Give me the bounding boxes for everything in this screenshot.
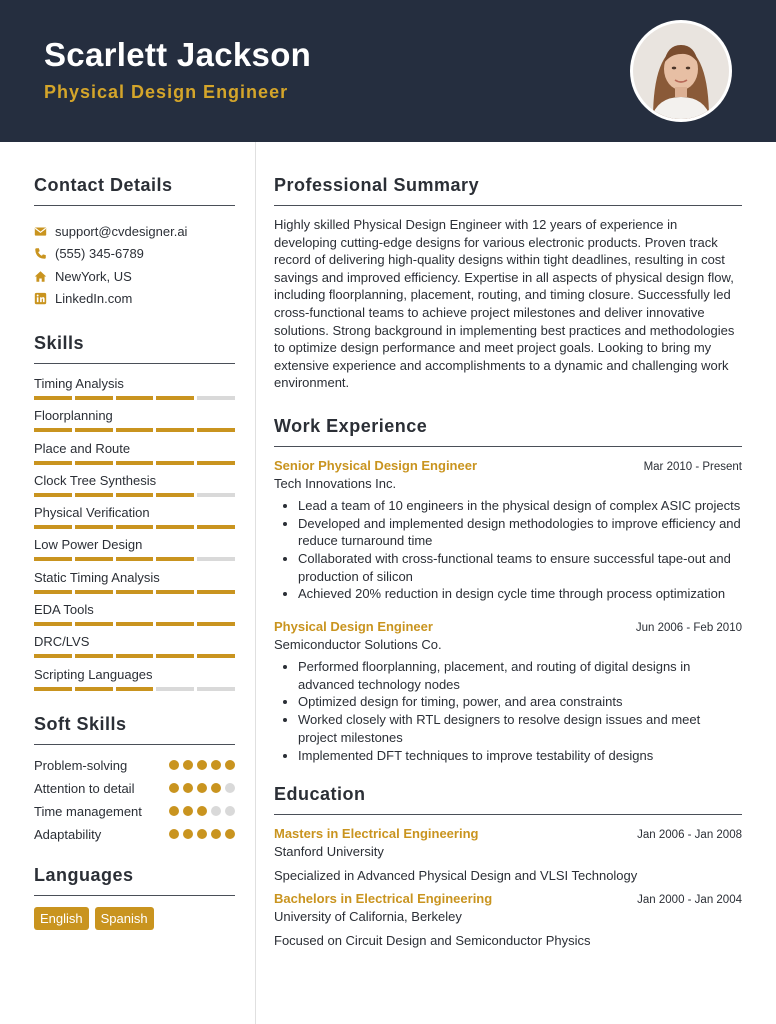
summary-text: Highly skilled Physical Design Engineer with 12 years of experience in developing cutting-edge designs for various electronic products. Proven track record of delivering high-quality designs within tight deadlines, resulting in cost savings and improved efficiency. Expertise in all aspects of physical design flow, including floorplanning, placement, routing, and timing closure. Successfully led cross-functional teams to achieve project milestones and deliver innovative solutions. Strong background in implementing best practices and methodologies to optimize design performance and meet project goals. Looking to bring my extensive experience and accomplishments to a dynamic and challenging work environment. bbox=[274, 217, 735, 391]
skill-level-segment bbox=[116, 396, 154, 400]
education-degree: Bachelors in Electrical Engineering bbox=[274, 891, 493, 907]
soft-skill-name: Problem-solving bbox=[34, 757, 128, 773]
soft-skill-item bbox=[34, 803, 235, 820]
skill-level-bar bbox=[34, 590, 235, 594]
skill-item bbox=[34, 667, 235, 699]
language-badge: English bbox=[34, 907, 89, 930]
skill-level-segment bbox=[156, 622, 194, 626]
rating-dot bbox=[169, 760, 179, 770]
work-heading: Work Experience bbox=[274, 416, 742, 447]
column-divider bbox=[255, 142, 256, 1024]
education-school: Stanford University bbox=[274, 844, 384, 860]
summary-heading: Professional Summary bbox=[274, 175, 742, 206]
skill-item bbox=[34, 505, 235, 537]
job-bullets bbox=[274, 497, 742, 603]
job-bullet: • Optimized design for timing, power, and area constraints bbox=[298, 693, 742, 711]
skill-level-segment bbox=[197, 396, 235, 400]
skill-level-segment bbox=[156, 396, 194, 400]
main-content bbox=[274, 175, 742, 948]
skill-level-segment bbox=[197, 525, 235, 529]
education-heading: Education bbox=[274, 784, 742, 815]
skill-item bbox=[34, 537, 235, 569]
job-bullet: • Achieved 20% reduction in design cycle time through process optimization bbox=[298, 585, 742, 603]
languages-list bbox=[34, 907, 235, 930]
skill-level-segment bbox=[197, 428, 235, 432]
skills-list bbox=[34, 376, 235, 699]
language-badge: Spanish bbox=[95, 907, 154, 930]
skill-name: Place and Route bbox=[34, 440, 131, 456]
skill-item bbox=[34, 570, 235, 602]
contact-section bbox=[34, 175, 235, 310]
languages-heading: Languages bbox=[34, 865, 235, 896]
job-bullet: • Performed floorplanning, placement, and routing of digital designs in advanced technology nodes bbox=[298, 658, 742, 693]
education-section bbox=[274, 784, 742, 948]
rating-dot bbox=[183, 806, 193, 816]
skill-level-bar bbox=[34, 687, 235, 691]
job-entry bbox=[274, 619, 742, 764]
skill-level-bar bbox=[34, 557, 235, 561]
contact-text: support@cvdesigner.ai bbox=[55, 223, 188, 239]
skill-level-segment bbox=[34, 396, 72, 400]
contact-text: NewYork, US bbox=[55, 268, 132, 284]
skill-level-segment bbox=[156, 557, 194, 561]
skill-name: Physical Verification bbox=[34, 505, 150, 521]
skill-item bbox=[34, 634, 235, 666]
skill-level-segment bbox=[156, 461, 194, 465]
skill-level-segment bbox=[116, 428, 154, 432]
skill-level-segment bbox=[156, 687, 194, 691]
summary-section bbox=[274, 175, 742, 392]
skill-level-segment bbox=[156, 493, 194, 497]
skills-heading: Skills bbox=[34, 333, 235, 364]
job-header bbox=[274, 458, 742, 473]
skill-level-segment bbox=[75, 557, 113, 561]
skill-level-segment bbox=[34, 428, 72, 432]
contact-item bbox=[34, 265, 235, 288]
skill-level-bar bbox=[34, 525, 235, 529]
rating-dot bbox=[211, 806, 221, 816]
contact-item bbox=[34, 243, 235, 266]
job-company: Semiconductor Solutions Co. bbox=[274, 637, 442, 653]
skill-item bbox=[34, 473, 235, 505]
soft-skills-section bbox=[34, 714, 235, 843]
profile-photo bbox=[630, 20, 732, 122]
skill-name: Clock Tree Synthesis bbox=[34, 472, 157, 488]
education-school: University of California, Berkeley bbox=[274, 909, 462, 925]
education-header bbox=[274, 826, 742, 841]
soft-skill-rating bbox=[169, 829, 235, 839]
job-title: Physical Design Engineer bbox=[274, 619, 433, 635]
skill-level-segment bbox=[34, 525, 72, 529]
soft-skill-item bbox=[34, 826, 235, 843]
job-date: Jun 2006 - Feb 2010 bbox=[635, 622, 742, 635]
candidate-role: Physical Design Engineer bbox=[44, 82, 289, 102]
skill-level-segment bbox=[75, 590, 113, 594]
skill-level-segment bbox=[34, 590, 72, 594]
skill-level-segment bbox=[156, 525, 194, 529]
rating-dot bbox=[183, 783, 193, 793]
skill-level-segment bbox=[34, 654, 72, 658]
soft-skill-item bbox=[34, 757, 235, 774]
skill-name: Scripting Languages bbox=[34, 666, 153, 682]
soft-skill-name: Adaptability bbox=[34, 826, 102, 842]
envelope-icon bbox=[34, 225, 47, 238]
skill-level-segment bbox=[75, 687, 113, 691]
education-header bbox=[274, 891, 742, 906]
soft-skill-rating bbox=[169, 760, 235, 770]
skill-level-segment bbox=[116, 557, 154, 561]
rating-dot bbox=[183, 760, 193, 770]
skill-level-segment bbox=[116, 461, 154, 465]
profile-photo-image bbox=[633, 23, 729, 119]
skill-level-segment bbox=[197, 590, 235, 594]
skill-level-segment bbox=[156, 428, 194, 432]
contact-list bbox=[34, 220, 235, 310]
job-date: Mar 2010 - Present bbox=[643, 460, 742, 473]
job-company: Tech Innovations Inc. bbox=[274, 475, 397, 491]
skill-level-segment bbox=[75, 654, 113, 658]
job-bullet: • Worked closely with RTL designers to resolve design issues and meet project milestones bbox=[298, 711, 742, 746]
skill-level-segment bbox=[116, 493, 154, 497]
skill-level-segment bbox=[34, 493, 72, 497]
skill-name: EDA Tools bbox=[34, 602, 94, 618]
education-degree: Masters in Electrical Engineering bbox=[274, 826, 479, 842]
sidebar bbox=[34, 175, 235, 930]
skill-item bbox=[34, 408, 235, 440]
job-header bbox=[274, 619, 742, 634]
soft-skill-rating bbox=[169, 806, 235, 816]
skill-level-segment bbox=[116, 622, 154, 626]
skill-level-segment bbox=[34, 461, 72, 465]
skill-level-segment bbox=[34, 687, 72, 691]
skill-level-segment bbox=[75, 493, 113, 497]
skill-level-segment bbox=[197, 557, 235, 561]
education-description: Specialized in Advanced Physical Design and VLSI Technology bbox=[274, 868, 638, 884]
rating-dot bbox=[183, 829, 193, 839]
contact-text: LinkedIn.com bbox=[55, 291, 133, 307]
rating-dot bbox=[225, 806, 235, 816]
skill-level-segment bbox=[156, 654, 194, 658]
contact-item bbox=[34, 288, 235, 311]
skill-level-bar bbox=[34, 428, 235, 432]
job-title: Senior Physical Design Engineer bbox=[274, 457, 478, 473]
job-bullet: • Implemented DFT techniques to improve testability of designs bbox=[298, 747, 742, 765]
rating-dot bbox=[211, 783, 221, 793]
linkedin-icon bbox=[34, 292, 47, 305]
work-section bbox=[274, 416, 742, 764]
skill-level-bar bbox=[34, 396, 235, 400]
soft-skill-rating bbox=[169, 783, 235, 793]
rating-dot bbox=[211, 760, 221, 770]
soft-skills-heading: Soft Skills bbox=[34, 714, 235, 745]
skill-item bbox=[34, 602, 235, 634]
skills-section bbox=[34, 333, 235, 699]
job-bullet: • Lead a team of 10 engineers in the physical design of complex ASIC projects bbox=[298, 497, 742, 515]
skill-level-segment bbox=[75, 428, 113, 432]
job-bullet: • Collaborated with cross-functional teams to ensure successful tape-out and production of silicon bbox=[298, 550, 742, 585]
skill-item bbox=[34, 441, 235, 473]
education-entry bbox=[274, 891, 742, 948]
education-date: Jan 2000 - Jan 2004 bbox=[637, 894, 742, 907]
soft-skill-name: Attention to detail bbox=[34, 780, 135, 796]
rating-dot bbox=[197, 806, 207, 816]
job-bullet: • Developed and implemented design methodologies to improve efficiency and reduce turnaround time bbox=[298, 515, 742, 550]
skill-level-bar bbox=[34, 461, 235, 465]
skill-level-segment bbox=[75, 396, 113, 400]
candidate-name: Scarlett Jackson bbox=[44, 36, 312, 73]
skill-level-bar bbox=[34, 493, 235, 497]
job-bullets bbox=[274, 658, 742, 764]
rating-dot bbox=[169, 806, 179, 816]
job-entry bbox=[274, 458, 742, 603]
soft-skill-name: Time management bbox=[34, 803, 142, 819]
skill-level-segment bbox=[116, 525, 154, 529]
skill-name: Low Power Design bbox=[34, 537, 143, 553]
skill-level-segment bbox=[75, 461, 113, 465]
skill-level-segment bbox=[197, 461, 235, 465]
skill-level-segment bbox=[197, 493, 235, 497]
resume-header bbox=[0, 0, 776, 142]
skill-item bbox=[34, 376, 235, 408]
rating-dot bbox=[169, 829, 179, 839]
languages-section bbox=[34, 865, 235, 930]
soft-skills-list bbox=[34, 757, 235, 843]
skill-name: Timing Analysis bbox=[34, 376, 124, 391]
skill-level-segment bbox=[197, 622, 235, 626]
rating-dot bbox=[211, 829, 221, 839]
skill-level-segment bbox=[197, 687, 235, 691]
education-description: Focused on Circuit Design and Semiconductor Physics bbox=[274, 933, 591, 949]
skill-level-segment bbox=[116, 687, 154, 691]
phone-icon bbox=[34, 247, 47, 260]
skill-name: Floorplanning bbox=[34, 408, 113, 424]
skill-level-segment bbox=[75, 622, 113, 626]
education-date: Jan 2006 - Jan 2008 bbox=[637, 829, 742, 842]
skill-level-bar bbox=[34, 622, 235, 626]
soft-skill-item bbox=[34, 780, 235, 797]
skill-level-segment bbox=[34, 557, 72, 561]
skill-level-segment bbox=[197, 654, 235, 658]
rating-dot bbox=[225, 829, 235, 839]
skill-name: Static Timing Analysis bbox=[34, 569, 160, 585]
education-entry bbox=[274, 826, 742, 883]
rating-dot bbox=[225, 760, 235, 770]
education-list bbox=[274, 826, 742, 948]
skill-level-segment bbox=[34, 622, 72, 626]
skill-level-segment bbox=[116, 654, 154, 658]
skill-name: DRC/LVS bbox=[34, 634, 90, 650]
home-icon bbox=[34, 270, 47, 283]
skill-level-segment bbox=[116, 590, 154, 594]
contact-item bbox=[34, 220, 235, 243]
rating-dot bbox=[197, 760, 207, 770]
rating-dot bbox=[225, 783, 235, 793]
rating-dot bbox=[197, 783, 207, 793]
contact-heading: Contact Details bbox=[34, 175, 235, 206]
contact-text: (555) 345-6789 bbox=[55, 246, 144, 262]
skill-level-bar bbox=[34, 654, 235, 658]
rating-dot bbox=[169, 783, 179, 793]
job-list bbox=[274, 458, 742, 764]
rating-dot bbox=[197, 829, 207, 839]
skill-level-segment bbox=[156, 590, 194, 594]
skill-level-segment bbox=[75, 525, 113, 529]
